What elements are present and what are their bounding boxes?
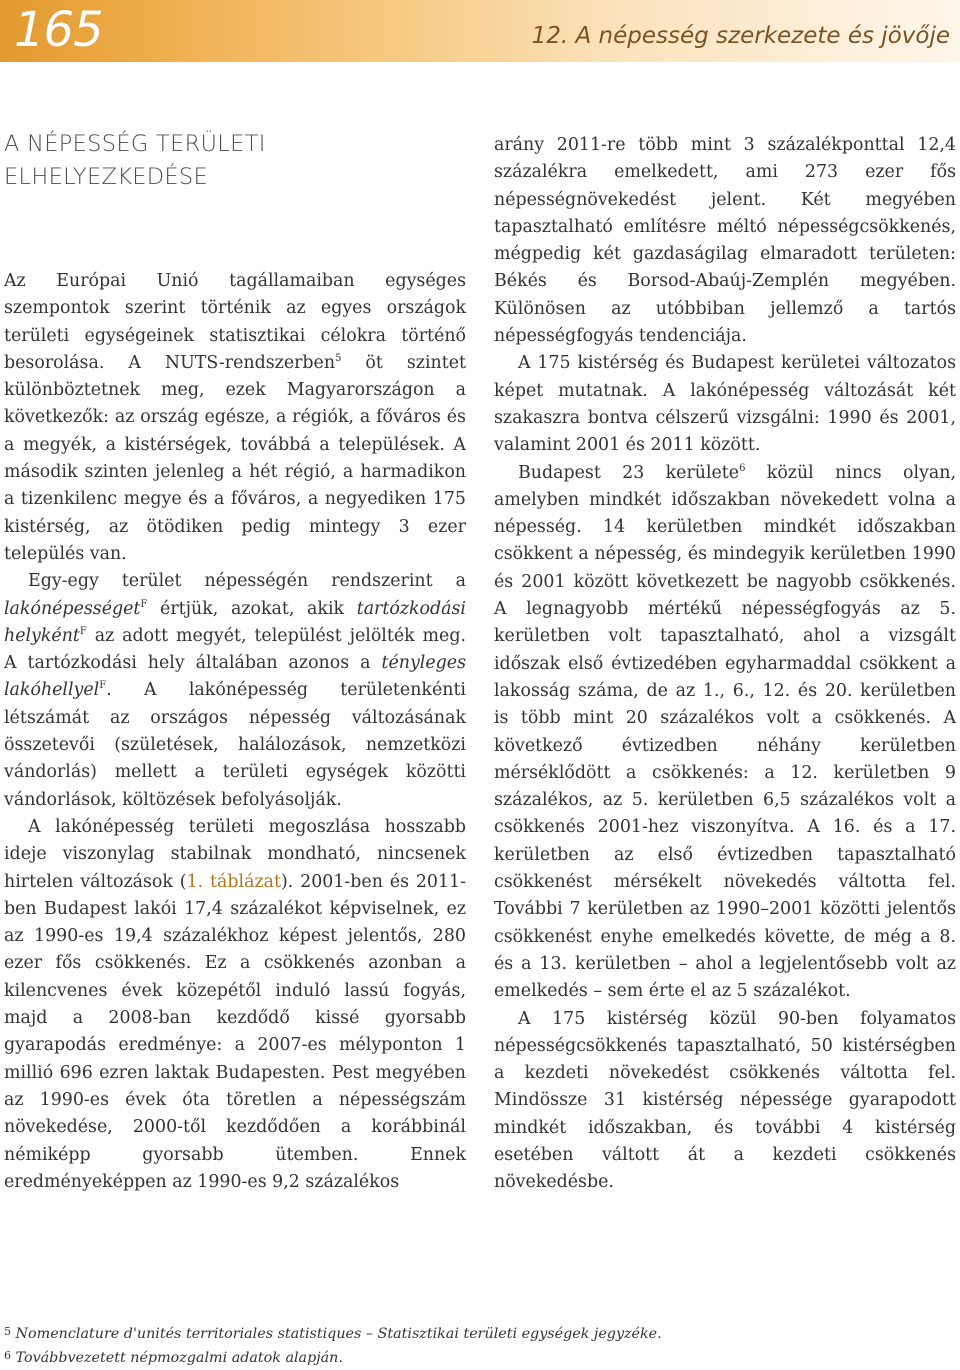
term-lakonepesseg: lakónépességet xyxy=(4,598,141,619)
glossary-ref-3[interactable]: F xyxy=(99,680,107,692)
left-paragraph-1 xyxy=(4,268,466,568)
page-number: 165 xyxy=(14,2,103,58)
footnote-5-text-a: Nomenclature d'unités territoriales statistiques xyxy=(15,1326,362,1342)
left-p3-text-b: ). 2001-ben és 2011-ben Budapest lakói 17,4 százalékot képviselnek, ez az 1990-es 19,4 százalékhoz képest jelentős, 280 ezer fős csökkenés. Ez a csökkenés azonban a kilencvenes évek közepétől induló lassú fogyás, majd a 2008-ban kezdődő kissé gyorsabb gyarapodás eredménye: a 2007-es mélyponton 1 millió 696 ezren laktak Budapesten. Pest megyében az 1990-es évek óta töretlen a népességszám növekedése, 2000-től kezdődően a korábbinál némiképp gyorsabb ütemben. Ennek eredményeképpen az 1990-es 9,2 százalékos xyxy=(4,871,466,1192)
left-p2-text-d: . A lakónépesség területenkénti létszámát az országos népesség változásának összetevői (születések, halálozások, nemzetközi vándorlás) mellett a területi egységek közötti vándorlások, költözések befolyásolják. xyxy=(4,680,466,810)
left-p2-text-b: értjük, azokat, akik xyxy=(147,598,357,619)
footnote-5-number: 5 xyxy=(4,1325,11,1338)
footnote-5-dash: – xyxy=(361,1326,378,1342)
term-tenyleges-lakohely: tényleges lakóhellyel xyxy=(4,653,466,701)
left-paragraph-3 xyxy=(4,814,466,1196)
section-heading xyxy=(4,128,444,194)
right-paragraph-3 xyxy=(494,460,956,1006)
chapter-title: 12. A népesség szerkezete és jövője xyxy=(531,23,950,49)
right-p3-text-a: Budapest 23 kerülete xyxy=(518,462,740,483)
left-p2-text-c: az adott megyét, települést jelölték meg. A tartózkodási hely általában azonos a xyxy=(4,625,466,674)
left-p1-text-a: Az Európai Unió tagállamaiban egységes szempontok szerint történik az egyes országok területi egységeinek statisztikai célokra történő besorolása. A NUTS-rendszerben xyxy=(4,271,466,373)
section-heading-line2: ELHELYEZKEDÉSE xyxy=(4,164,209,190)
right-paragraph-1: arány 2011-re több mint 3 százalékponttal 12,4 százalékra emelkedett, ami 273 ezer fős népességnövekedést jelent. Két megyében tapasztalható említésre méltó népességcsökkenés, mégpedig két gazdaságilag elmaradott területen: Békés és Borsod-Abaúj-Zemplén megyében. Különösen az utóbbiban jellemző a tartós népességfogyás tendenciája. xyxy=(494,135,956,347)
right-paragraph-2: A 175 kistérség és Budapest kerületei változatos képet mutatnak. A lakónépesség változását két szakaszra bontva célszerű vizsgálni: 1990 és 2001, valamint 2001 és 2011 között. xyxy=(494,353,956,456)
glossary-ref-1[interactable]: F xyxy=(140,598,148,610)
right-p3-text-b: közül nincs olyan, amelyben mindkét időszakban növekedett volna a népesség. 14 kerületben mindkét időszakban csökkent a népesség, és mindegyik kerületben 1990 és 2001 között következett be nagyobb csökkenés. A legnagyobb mértékű népességfogyás az 5. kerületben volt tapasztalható, ahol a vizsgált időszak első évtizedében egyharmaddal csökkent a lakosság száma, de az 1., 6., 12. és 20. kerületben is több mint 20 százalékos volt a csökkenés. A következő évtizedben néhány kerületben mérséklődött a csökkenés: a 12. kerületben 9 százalékos, az 5. kerületben 6,5 százalékos volt a csökkenés 2001-hez viszonyítva. A 16. és a 17. kerületben az első évtizedben tapasztalható csökkenést mérsékelt növekedés váltotta fel. További 7 kerületben az 1990–2001 közötti jelentős csökkenést enyhe emelkedés követte, de még a 8. és a 13. kerületben – ahol a legjelentősebb volt az emelkedés – sem érte el az 5 százalékot. xyxy=(494,462,956,1002)
right-column xyxy=(494,132,956,1197)
footnote-6 xyxy=(4,1345,954,1369)
footnote-ref-6[interactable]: 6 xyxy=(739,462,746,474)
footnotes xyxy=(4,1321,954,1369)
term-tartozkodasi-hely: tartózkodási helyként xyxy=(4,598,466,646)
section-heading-line1: A NÉPESSÉG TERÜLETI xyxy=(4,131,266,157)
left-p2-text-a: Egy-egy terület népességén rendszerint a xyxy=(28,571,466,592)
left-p3-text-a: A lakónépesség területi megoszlása hosszabb ideje viszonylag stabilnak mondható, nincsenek hirtelen változások ( xyxy=(4,816,466,892)
left-p1-text-b: öt szintet különböztetnek meg, ezek Magyarországon a következők: az ország egésze, a régiók, a főváros és a megyék, a kistérségek, továbbá a települések. A második szinten jelenleg a hét régió, a harmadikon a tizenkilenc megye és a főváros, a negyediken 175 kistérség, az ötödiken pedig mintegy 3 ezer település van. xyxy=(4,352,466,564)
footnote-6-number: 6 xyxy=(4,1349,11,1362)
left-paragraph-2 xyxy=(4,568,466,814)
footnote-6-text: Továbbvezetett népmozgalmi adatok alapján. xyxy=(15,1350,343,1366)
left-column xyxy=(4,268,466,1196)
table-reference-link[interactable]: 1. táblázat xyxy=(186,871,281,892)
footnote-ref-5[interactable]: 5 xyxy=(335,352,342,364)
footnote-5-text-c: Statisztikai területi egységek jegyzéke. xyxy=(377,1326,662,1342)
footnote-5 xyxy=(4,1321,954,1345)
glossary-ref-2[interactable]: F xyxy=(79,625,87,637)
right-paragraph-4: A 175 kistérség közül 90-ben folyamatos népességcsökkenés tapasztalható, 50 kistérségben a kezdeti növekedést csökkenés váltotta fel. Mindössze 31 kistérség népessége gyarapodott mindkét időszakban, és további 4 kistérség esetében váltott át a kezdeti csökkenés növekedésbe. xyxy=(494,1008,956,1193)
